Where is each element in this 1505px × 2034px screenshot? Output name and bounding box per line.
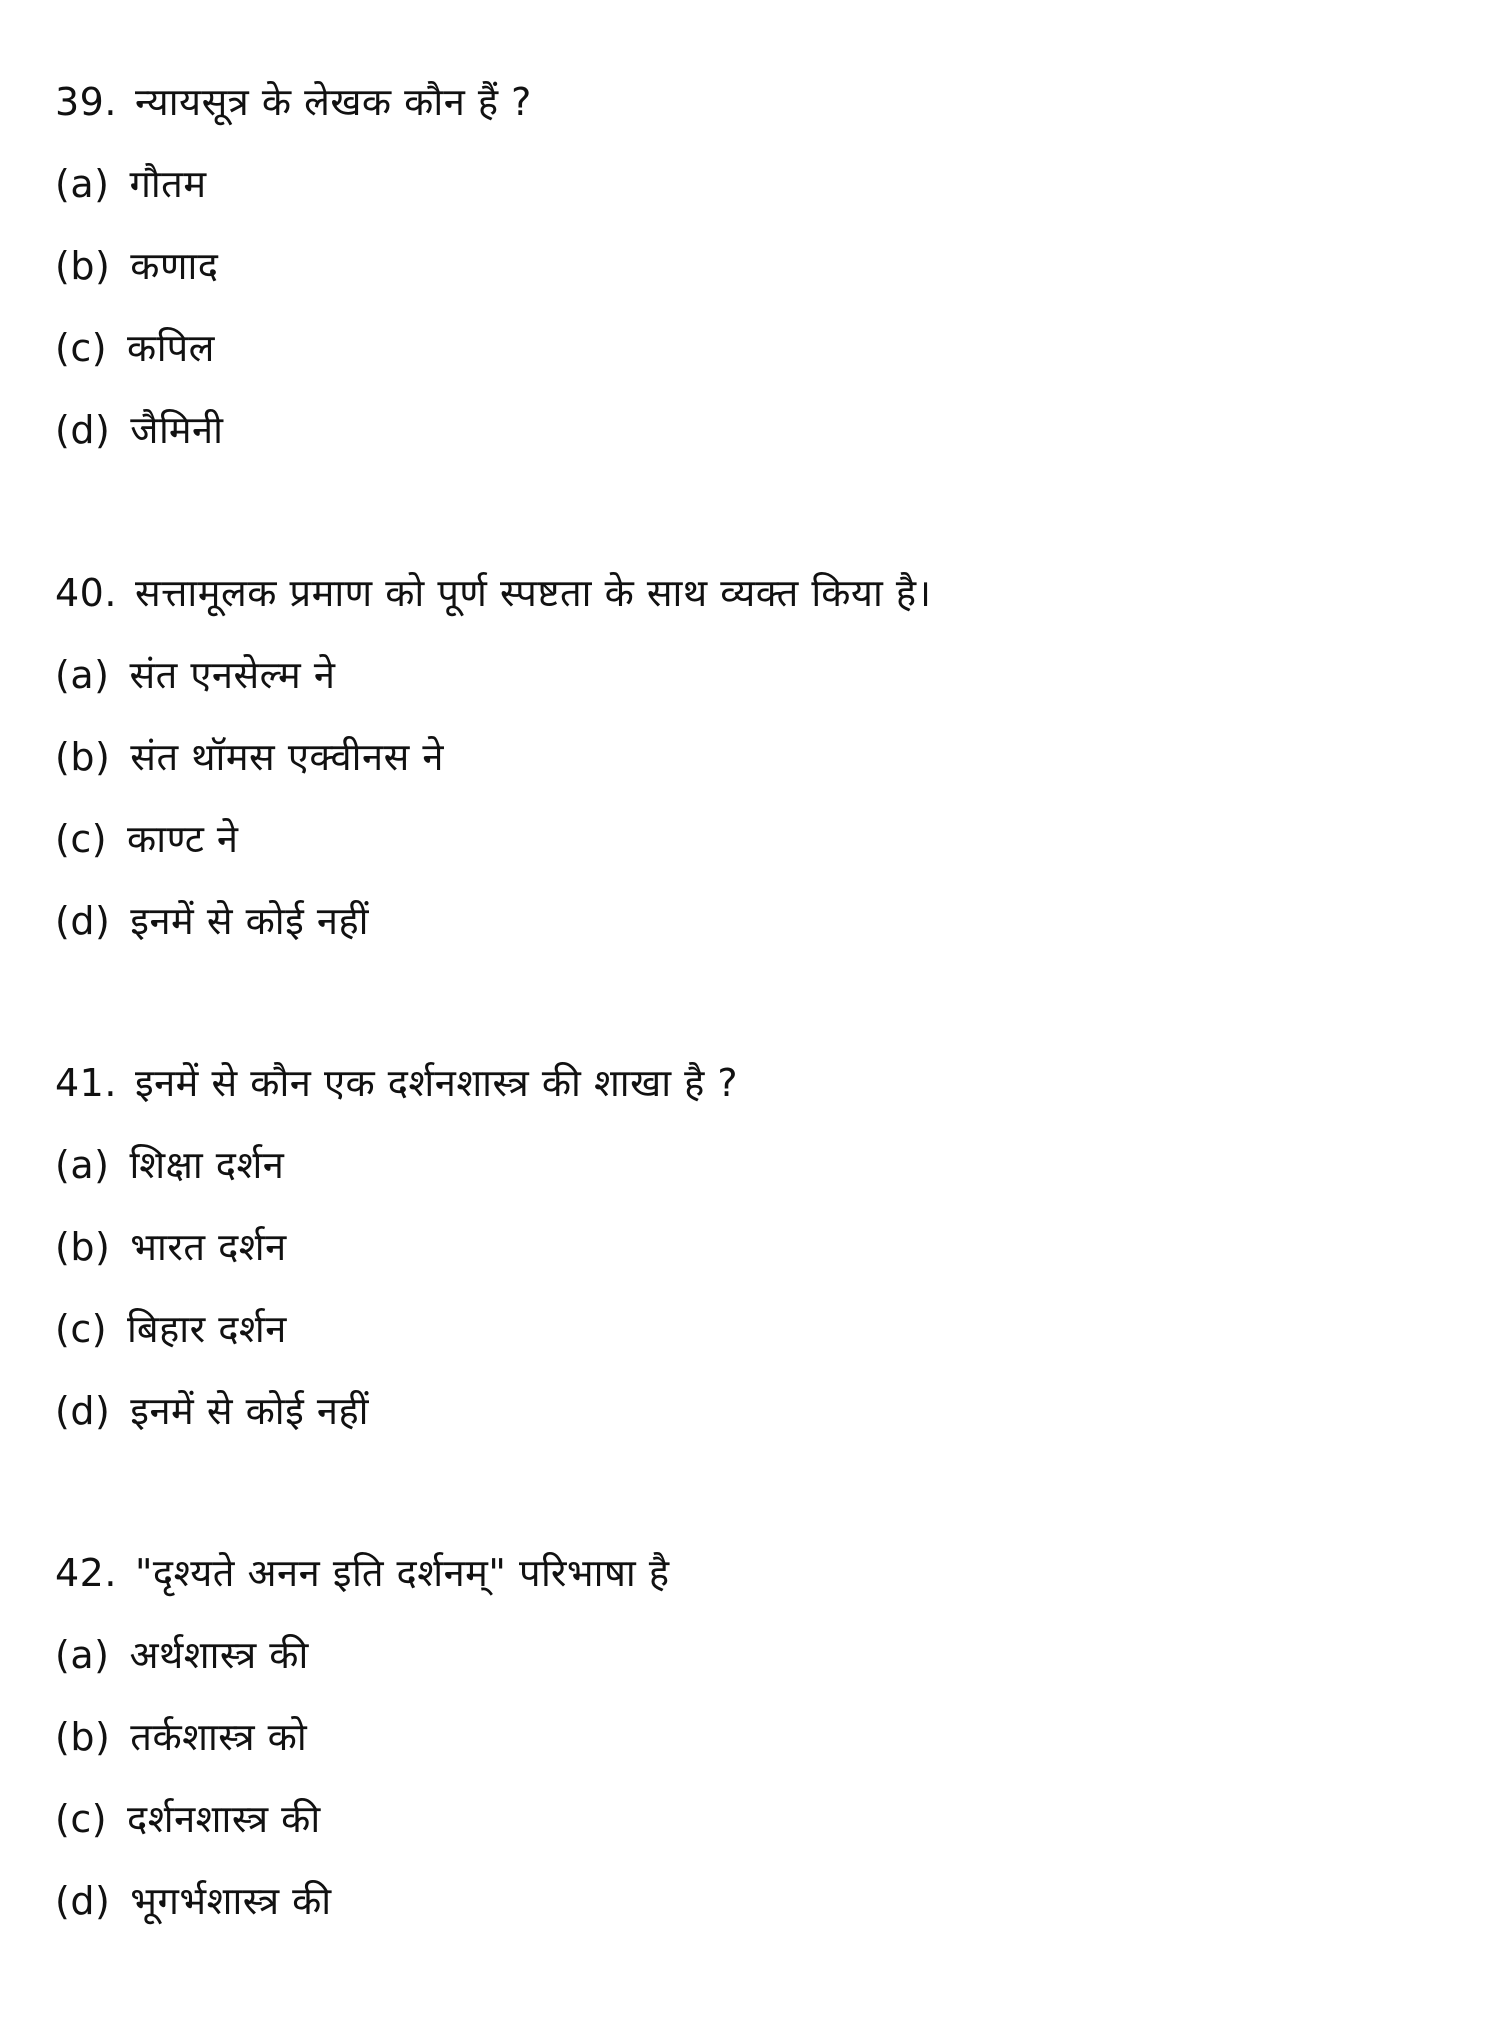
option-text: शिक्षा दर्शन xyxy=(129,1143,285,1187)
option-label: (a) xyxy=(55,1143,110,1187)
question-text-line xyxy=(55,1543,1455,1625)
question-text: सत्तामूलक प्रमाण को पूर्ण स्पष्टता के साथ व्यक्त किया है। xyxy=(134,571,932,615)
question-number: 41. xyxy=(55,1061,117,1105)
question-text: "दृश्यते अनन इति दर्शनम्" परिभाषा है xyxy=(134,1551,670,1595)
option-a xyxy=(55,154,1455,236)
option-label: (d) xyxy=(55,1389,111,1433)
question-text: इनमें से कौन एक दर्शनशास्त्र की शाखा है ? xyxy=(134,1061,739,1105)
option-label: (b) xyxy=(55,1225,111,1269)
option-b xyxy=(55,1707,1455,1789)
option-d xyxy=(55,1381,1455,1463)
option-c xyxy=(55,1299,1455,1381)
question-text: न्यायसूत्र के लेखक कौन हैं ? xyxy=(134,80,532,124)
option-label: (a) xyxy=(55,162,110,206)
option-label: (c) xyxy=(55,817,108,861)
option-text: दर्शनशास्त्र की xyxy=(127,1797,321,1841)
option-d xyxy=(55,1871,1455,1953)
option-c xyxy=(55,318,1455,400)
question-39 xyxy=(55,72,1455,482)
option-text: कपिल xyxy=(127,326,215,370)
option-label: (a) xyxy=(55,1633,110,1677)
question-number: 39. xyxy=(55,80,117,124)
option-label: (d) xyxy=(55,1879,111,1923)
option-text: भूगर्भशास्त्र की xyxy=(130,1879,332,1923)
option-label: (d) xyxy=(55,408,111,452)
option-text: अर्थशास्त्र की xyxy=(129,1633,309,1677)
option-a xyxy=(55,1625,1455,1707)
option-label: (c) xyxy=(55,1797,108,1841)
question-42 xyxy=(55,1543,1455,1953)
option-b xyxy=(55,1217,1455,1299)
option-text: भारत दर्शन xyxy=(130,1225,287,1269)
option-text: संत एनसेल्म ने xyxy=(129,653,336,697)
option-label: (a) xyxy=(55,653,110,697)
question-text-line xyxy=(55,72,1455,154)
question-41 xyxy=(55,1053,1455,1463)
option-label: (d) xyxy=(55,899,111,943)
option-text: गौतम xyxy=(129,162,207,206)
option-text: जैमिनी xyxy=(130,408,224,452)
option-a xyxy=(55,645,1455,727)
option-b xyxy=(55,236,1455,318)
question-text-line xyxy=(55,563,1455,645)
question-number: 40. xyxy=(55,571,117,615)
option-text: काण्ट ने xyxy=(127,817,239,861)
option-c xyxy=(55,809,1455,891)
option-text: संत थॉमस एक्वीनस ने xyxy=(130,735,444,779)
option-text: इनमें से कोई नहीं xyxy=(130,1389,369,1433)
option-label: (c) xyxy=(55,326,108,370)
option-c xyxy=(55,1789,1455,1871)
option-label: (b) xyxy=(55,244,111,288)
option-label: (b) xyxy=(55,735,111,779)
option-label: (b) xyxy=(55,1715,111,1759)
question-40 xyxy=(55,563,1455,973)
option-d xyxy=(55,891,1455,973)
option-b xyxy=(55,727,1455,809)
option-text: इनमें से कोई नहीं xyxy=(130,899,369,943)
option-d xyxy=(55,400,1455,482)
option-text: बिहार दर्शन xyxy=(127,1307,287,1351)
option-text: कणाद xyxy=(130,244,219,288)
option-text: तर्कशास्त्र को xyxy=(130,1715,308,1759)
option-a xyxy=(55,1135,1455,1217)
option-label: (c) xyxy=(55,1307,108,1351)
question-text-line xyxy=(55,1053,1455,1135)
question-number: 42. xyxy=(55,1551,117,1595)
